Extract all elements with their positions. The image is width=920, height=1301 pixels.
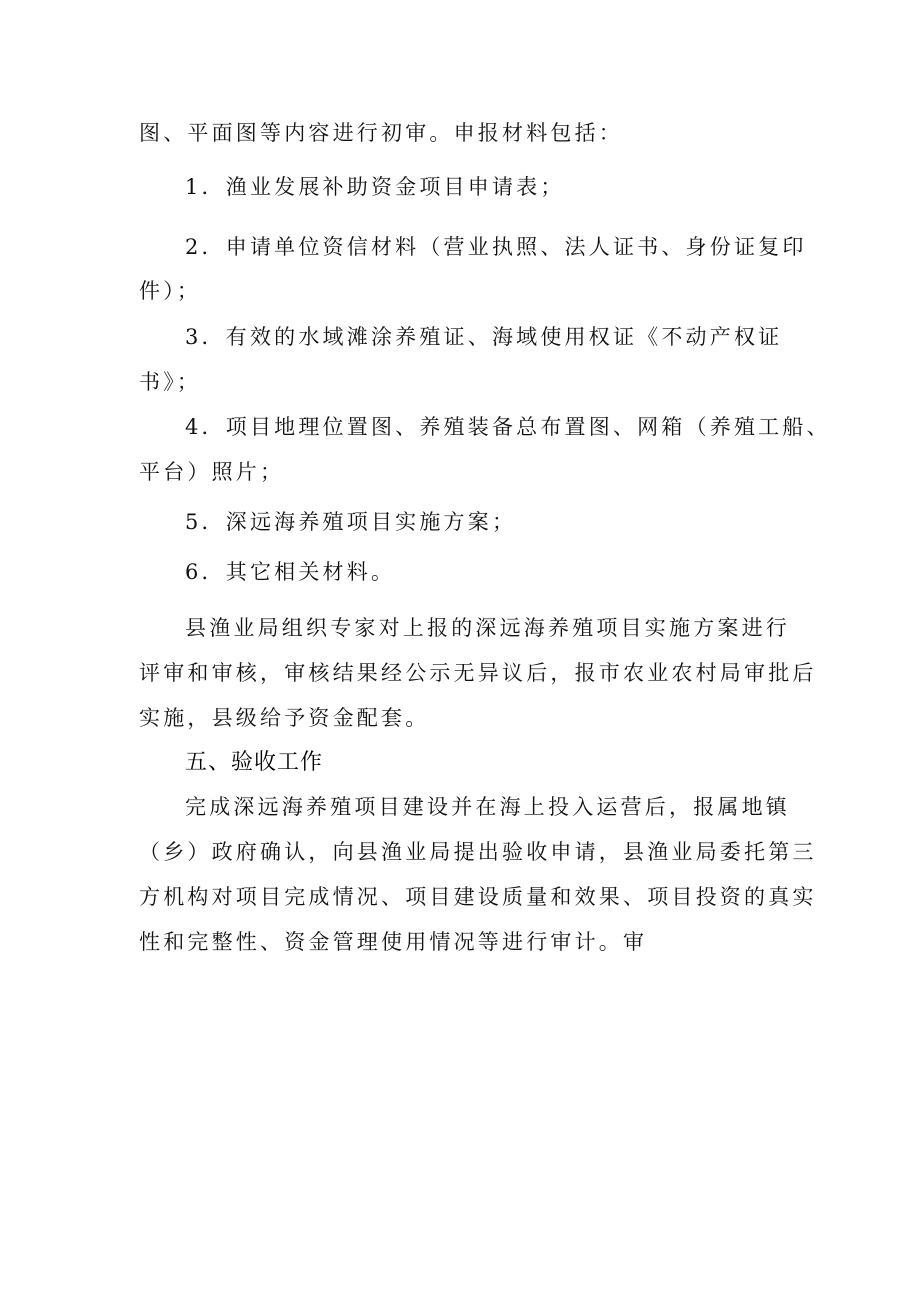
list-item-2: 2．申请单位资信材料（营业执照、法人证书、身份证复印	[185, 235, 807, 259]
paragraph-line: （乡）政府确认，向县渔业局提出验收申请，县渔业局委托第三	[139, 840, 817, 864]
list-item-3-continuation: 书》；	[139, 370, 202, 394]
paragraph-line: 评审和审核，审核结果经公示无异议后，报市农业农村局审批后	[139, 661, 817, 685]
paragraph-line: 图、平面图等内容进行初审。申报材料包括：	[139, 121, 623, 145]
list-item-5: 5．深远海养殖项目实施方案；	[185, 510, 517, 534]
list-item-6: 6．其它相关材料。	[185, 560, 396, 584]
paragraph-line: 性和完整性、资金管理使用情况等进行审计。审	[139, 930, 648, 954]
paragraph-line: 实施，县级给予资金配套。	[139, 706, 430, 730]
list-item-4: 4．项目地理位置图、养殖装备总布置图、网箱（养殖工船、	[185, 415, 831, 439]
paragraph-line: 完成深远海养殖项目建设并在海上投入运营后，报属地镇	[185, 795, 790, 819]
list-item-2-continuation: 件）；	[139, 279, 202, 303]
list-item-3: 3．有效的水域滩涂养殖证、海域使用权证《不动产权证	[185, 325, 783, 349]
list-item-4-continuation: 平台）照片；	[139, 460, 285, 484]
section-heading: 五、验收工作	[185, 750, 324, 775]
paragraph-line: 方机构对项目完成情况、项目建设质量和效果、项目投资的真实	[139, 885, 817, 909]
paragraph-line: 县渔业局组织专家对上报的深远海养殖项目实施方案进行	[185, 616, 790, 640]
list-item-1: 1．渔业发展补助资金项目申请表；	[185, 175, 565, 199]
